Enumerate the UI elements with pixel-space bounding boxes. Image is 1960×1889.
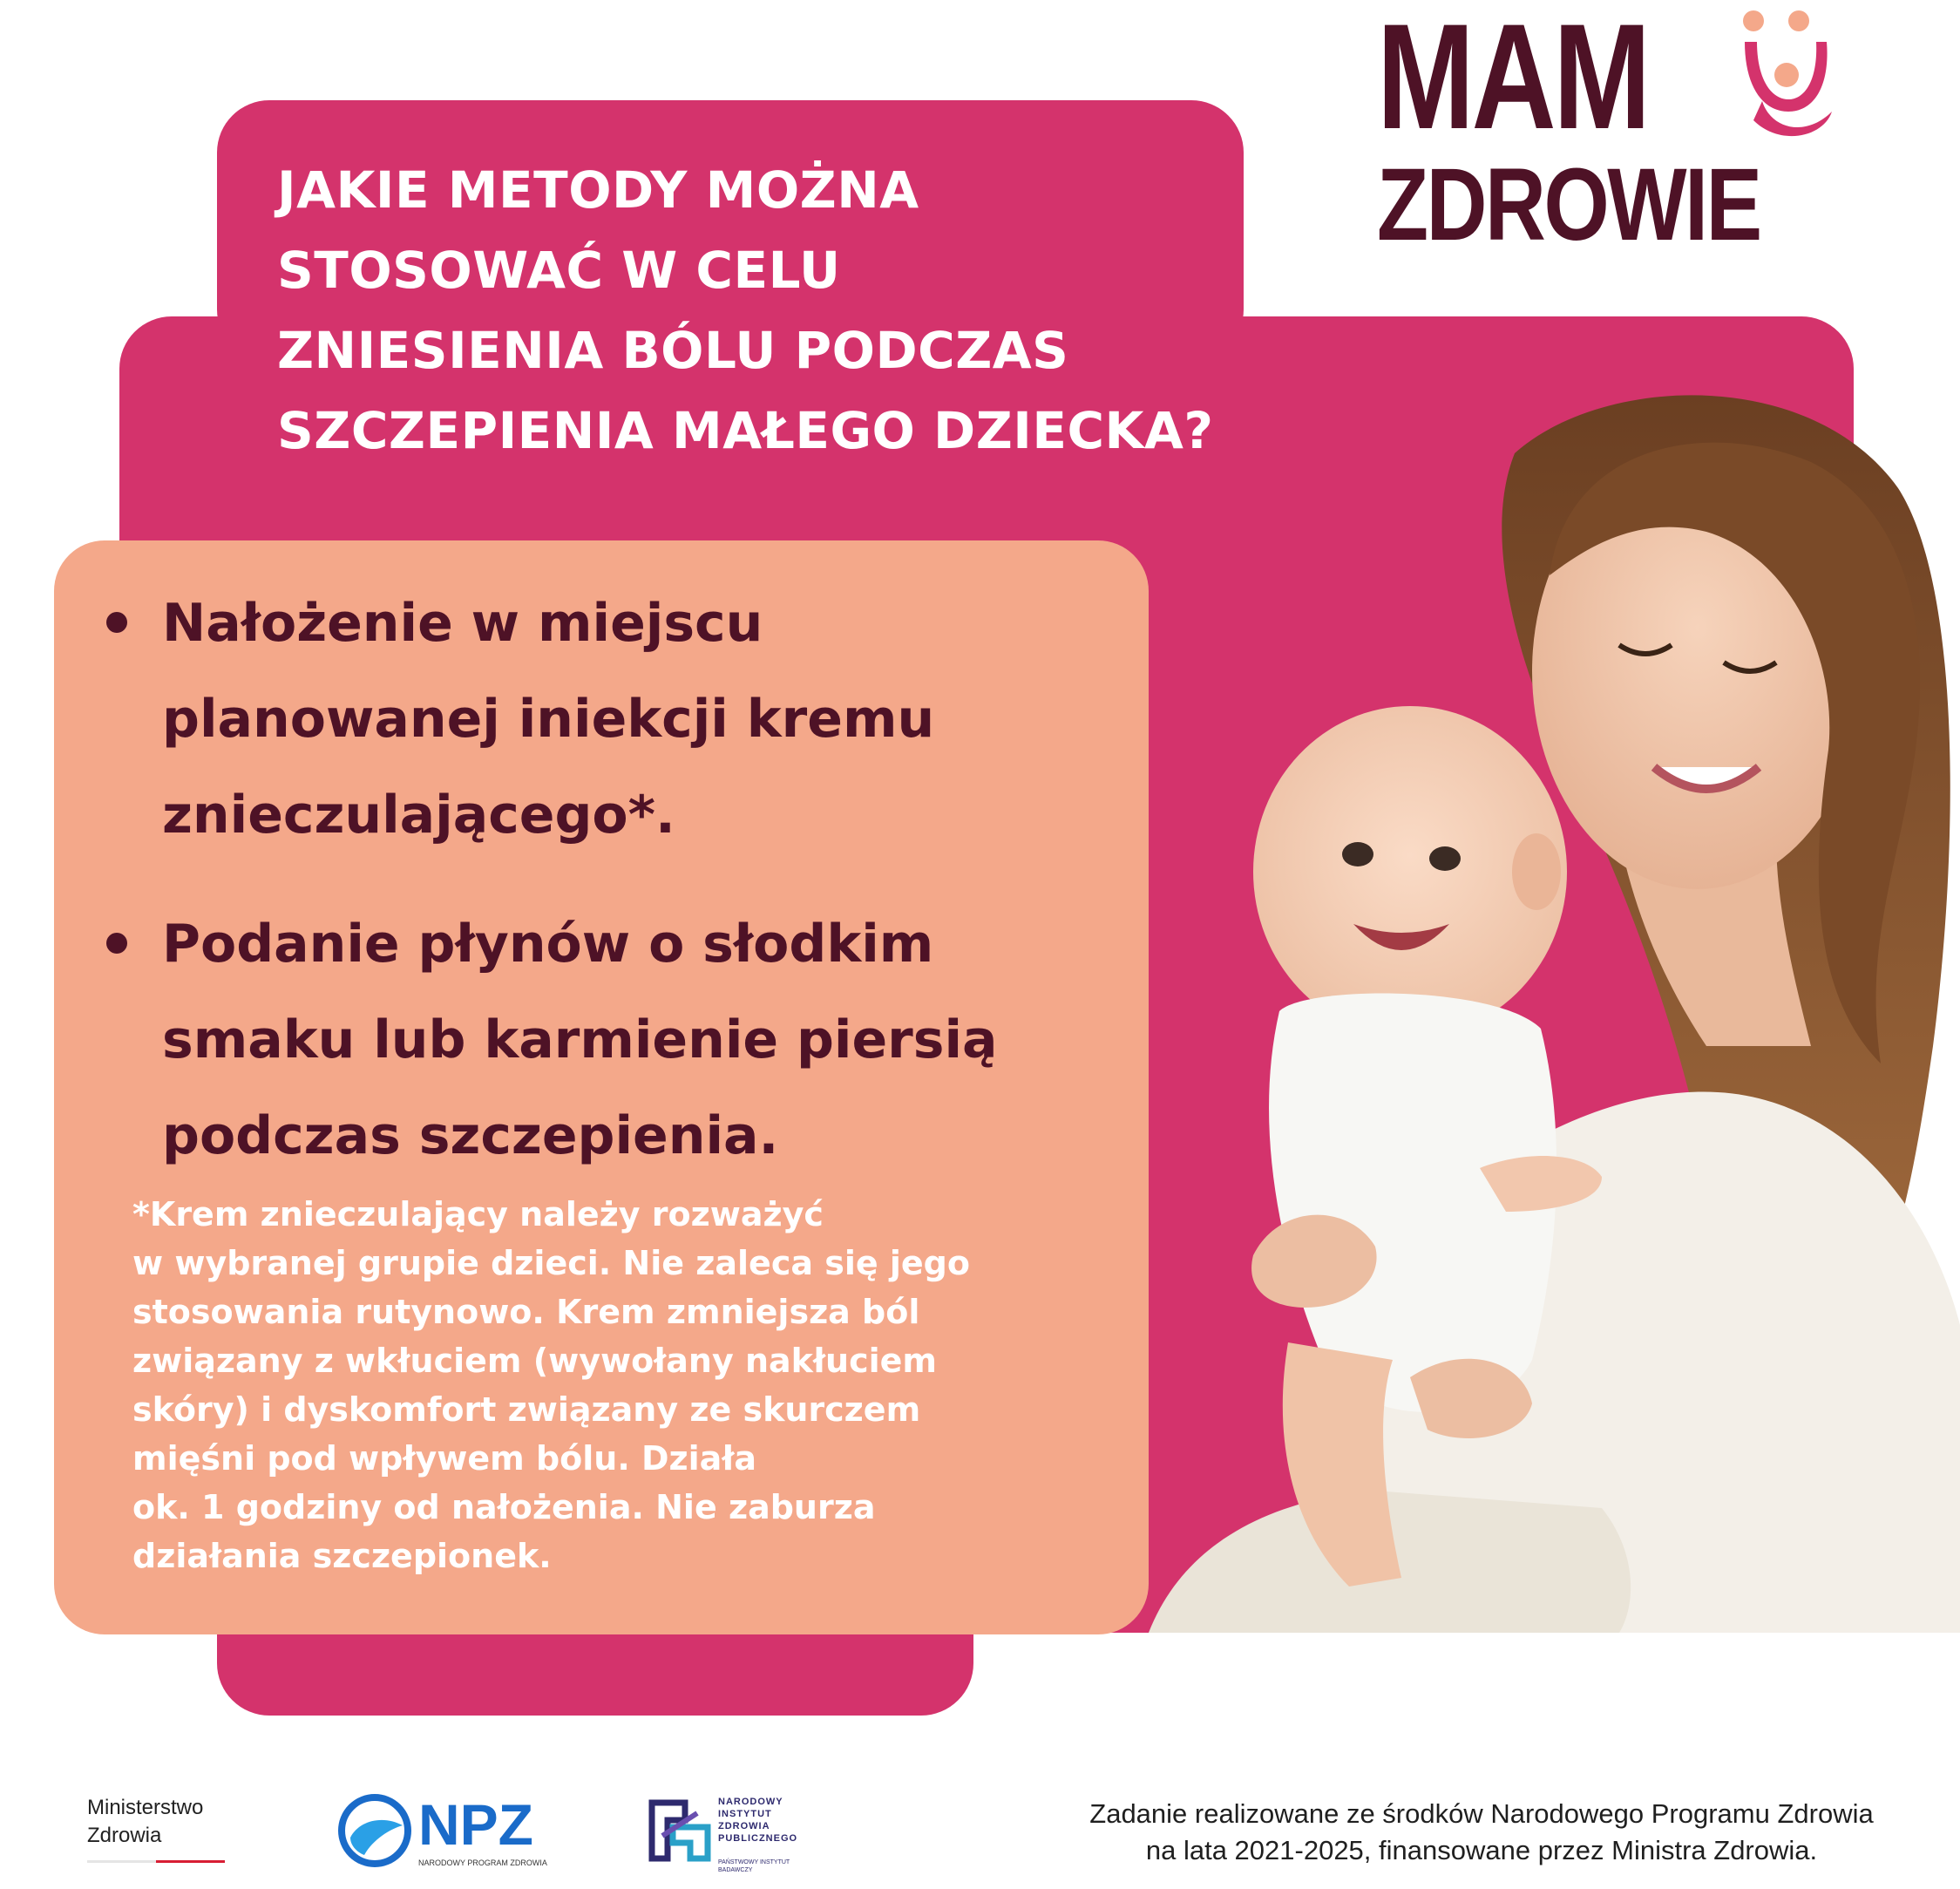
footnote [132,1190,1109,1580]
nizp-line: INSTYTUT [718,1809,772,1819]
footnote-line: mięśni pod wpływem bólu. Działa [132,1439,757,1478]
method-line: planowanej iniekcji kremu [162,689,935,750]
method-line: Nałożenie w miejscu [162,593,763,654]
ministry-of-health-logo [87,1794,244,1867]
bullet-icon [106,612,127,633]
method-line: podczas szczepienia. [162,1105,779,1166]
headline-line: JAKIE METODY MOŻNA [277,160,919,220]
nizp-line: NARODOWY [718,1797,783,1807]
methods-list [96,575,1124,1217]
footnote-line: związany z wkłuciem (wywołany nakłuciem [132,1342,938,1380]
nizp-line: PUBLICZNEGO [718,1833,798,1844]
nizp-subtitle: PAŃSTWOWY INSTYTUT BADAWCZY [718,1859,790,1873]
funding-note [1072,1796,1891,1869]
mother-holding-baby-photo [1149,384,1960,1633]
method-line: smaku lub karmienie piersią [162,1009,998,1070]
logo-line-mam: MAM [1377,0,1649,160]
mother-and-child-icon [1736,7,1839,139]
pzh-logo-icon [647,1797,713,1864]
headline-line: STOSOWAĆ W CELU [277,241,841,300]
footnote-line: skóry) i dyskomfort związany ze skurczem [132,1390,921,1429]
funding-line: na lata 2021-2025, finansowane przez Ministra Zdrowia. [1145,1835,1818,1865]
npz-name: NPZ [418,1792,533,1857]
ministry-line: Zdrowia [87,1824,162,1847]
method-item [96,575,1124,863]
nizp-name [718,1796,797,1845]
footnote-line: w wybranej grupie dzieci. Nie zaleca się jego [132,1244,970,1282]
method-line: Podanie płynów o słodkim [162,914,934,975]
npz-subtitle: NARODOWY PROGRAM ZDROWIA [418,1858,547,1867]
footnote-line: *Krem znieczulający należy rozważyć [132,1195,824,1233]
nizp-pzh-logo [647,1796,821,1874]
footnote-line: działania szczepionek. [132,1537,552,1575]
bullet-icon [106,933,127,954]
footnote-line: stosowania rutynowo. Krem zmniejsza ból [132,1293,920,1331]
footnote-line: ok. 1 godziny od nałożenia. Nie zaburza [132,1488,876,1526]
mam-zdrowie-logo [1377,0,1865,262]
headline-line: SZCZEPIENIA MAŁEGO DZIECKA? [277,401,1214,460]
method-item [96,896,1124,1184]
flag-stripe-icon [87,1860,225,1863]
npz-logo [338,1794,547,1872]
nizp-line: ZDROWIA [718,1821,770,1831]
method-line: znieczulającego*. [162,785,675,846]
headline-line: ZNIESIENIA BÓLU PODCZAS [277,321,1069,380]
ministry-line: Ministerstwo [87,1796,204,1819]
logo-line-zdrowie: ZDROWIE [1377,147,1760,262]
funding-line: Zadanie realizowane ze środków Narodowego Programu Zdrowia [1089,1798,1874,1829]
npz-logo-icon [338,1794,411,1867]
